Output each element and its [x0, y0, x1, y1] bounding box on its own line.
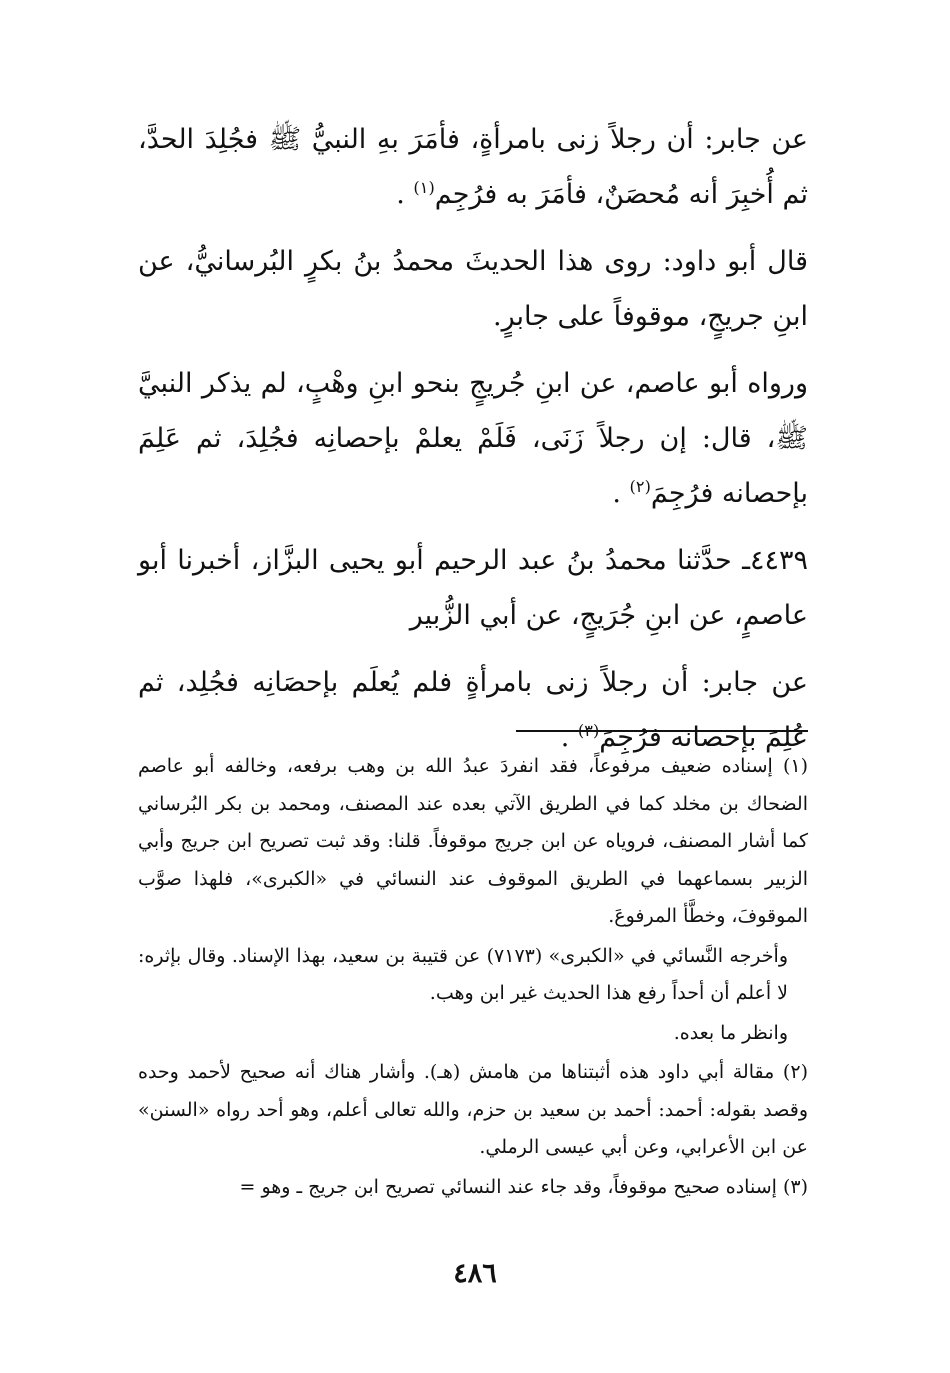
footnote-1: (١) إسناده ضعيف مرفوعاً، فقد انفردَ عبدُ الله بن وهب برفعه، وخالفه أبو عاصم الضحاك بن مخلد كما في الطريق الآتي بعده عند المصنف، ومحمد بن بكر البُرساني كما أشار المصنف، فروياه عن ابن جريج موقوفاً. قلنا: وقد ثبت تصريح ابن جريج وأبي الزبير بسماعهما في الطريق الموقوف عند النسائي في «الكبرى»، فلهذا صوَّب الموقوفَ، وخطَّأ المرفوعَ.: [138, 755, 808, 927]
footnote-ref-2: (٢): [629, 477, 651, 496]
footnotes: [138, 748, 808, 1208]
paragraph-1: عن جابر: أن رجلاً زنى بامرأةٍ، فأمَرَ بهِ النبيُّ ﷺ فجُلِدَ الحدَّ، ثم أُخبِرَ أنه مُحصَنٌ، فأمَرَ به فرُجِم$^{(١)}$ .: [138, 124, 808, 210]
footnote-ref-3: (٣): [577, 721, 600, 740]
footnote-ref-1: (١): [413, 178, 435, 197]
hadith-4439-matn: عن جابر: أن رجلاً زنى بامرأةٍ فلم يُعلَم بإحصَانِه فجُلِد، ثم عُلِمَ بإحصانه فرُجِمَ$^{(٣)}$ .: [138, 667, 808, 753]
page-number: ٤٨٦: [453, 1258, 497, 1289]
footnote-1-see-next: وانظر ما بعده.: [673, 1021, 788, 1044]
footnote-2: (٢) مقالة أبي داود هذه أثبتناها من هامش (هـ). وأشار هناك أنه صحيح لأحمد وحده وقصد بقوله: أحمد: أحمد بن سعيد بن حزم، والله تعالى أعلم، وهو أحد رواه «السنن» عن ابن الأعرابي، وعن أبي عيسى الرملي.: [138, 1061, 808, 1158]
hadith-4439-isnad: ٤٤٣٩ـ حدَّثنا محمدُ بنُ عبد الرحيم أبو يحيى البزَّاز، أخبرنا أبو عاصمٍ، عن ابنِ جُرَيجٍ، عن أبي الزُّبير: [138, 545, 808, 631]
paragraph-3: ورواه أبو عاصم، عن ابنِ جُريجٍ بنحو ابنِ وهْبٍ، لم يذكر النبيَّ ﷺ، قال: إن رجلاً زَنَى، فَلَمْ يعلمْ بإحصانِه فجُلِدَ، ثم عَلِمَ بإحصانه فرُجِمَ$^{(٢)}$ .: [138, 368, 808, 509]
footnote-1-continued: وأخرجه النَّسائي في «الكبرى» (٧١٧٣) عن قتيبة بن سعيد، بهذا الإسناد. وقال بإثره: لا أعلم أن أحداً رفع هذا الحديث غير ابن وهب.: [138, 944, 788, 1004]
paragraph-2: قال أبو داود: روى هذا الحديثَ محمدُ بنُ بكرٍ البُرسانيُّ، عن ابنِ جريجٍ، موقوفاً على جابرٍ.: [138, 246, 808, 332]
footnote-separator: [516, 730, 808, 732]
main-text: [138, 112, 808, 777]
footnote-3: (٣) إسناده صحيح موقوفاً، وقد جاء عند النسائي تصريح ابن جريج ـ وهو =: [239, 1175, 808, 1198]
